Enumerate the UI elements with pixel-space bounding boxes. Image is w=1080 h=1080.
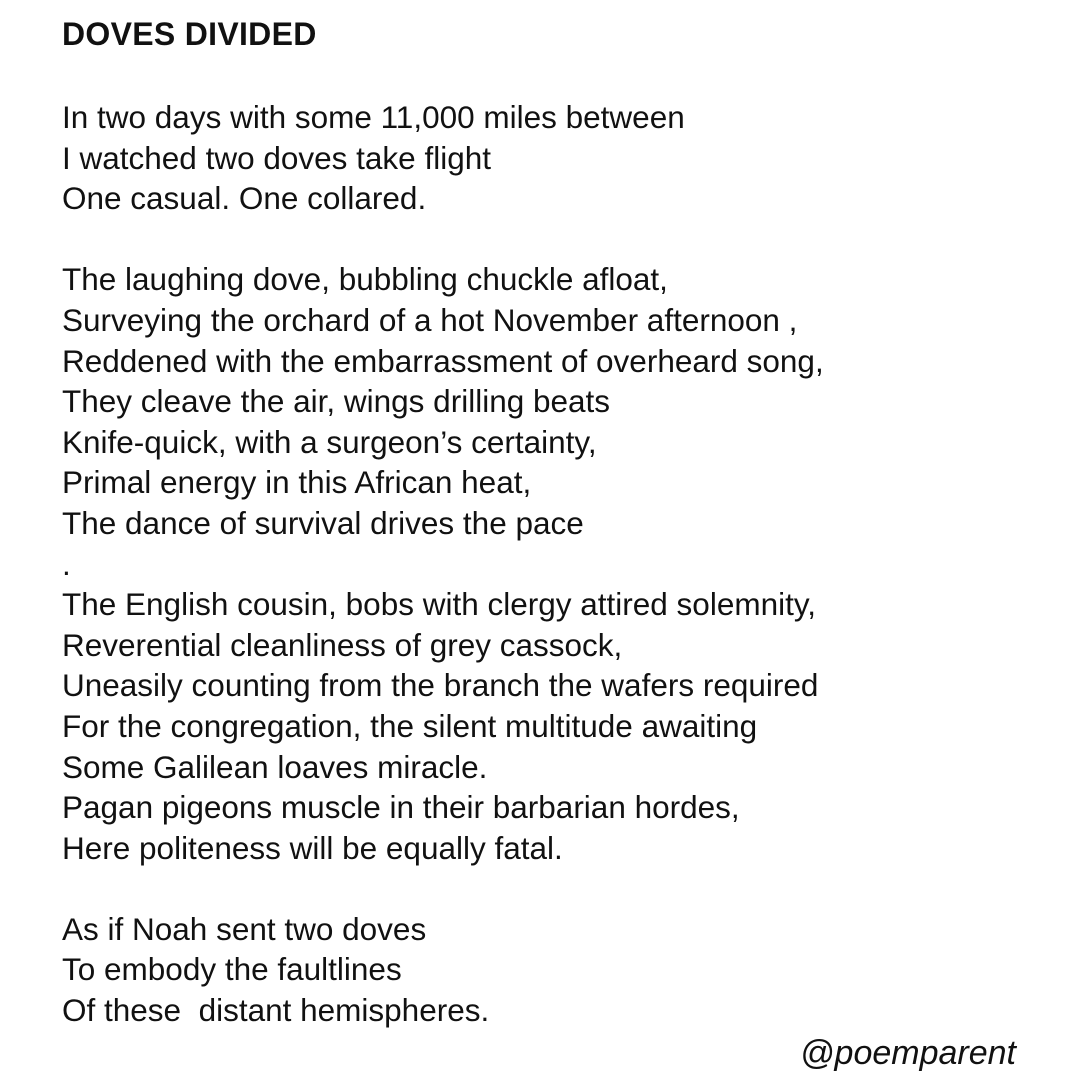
poem-line: I watched two doves take flight	[62, 139, 491, 176]
poem-line: In two days with some 11,000 miles between	[62, 99, 685, 135]
poem-line: The dance of survival drives the pace	[62, 504, 584, 541]
poem-line: The English cousin, bobs with clergy attired solemnity,	[62, 586, 817, 623]
stanza-2	[62, 259, 1052, 868]
poem-line: As if Noah sent two doves	[62, 910, 427, 947]
poem-line: One casual. One collared.	[62, 180, 427, 217]
poem-line: The laughing dove, bubbling chuckle afloat,	[62, 261, 668, 298]
poem-line: Here politeness will be equally fatal.	[62, 829, 563, 866]
poem-line: Primal energy in this African heat,	[62, 464, 532, 501]
poem-line: .	[62, 545, 71, 582]
stanza-1	[62, 97, 1052, 219]
author-handle: @poemparent	[800, 1034, 1016, 1072]
poem-line: Reddened with the embarrassment of overheard song,	[62, 342, 824, 379]
poem-title: DOVES DIVIDED	[62, 16, 317, 52]
poem-line: For the congregation, the silent multitude awaiting	[62, 707, 758, 744]
stanza-3	[62, 909, 1052, 1031]
poem-line: Of these distant hemispheres.	[62, 992, 490, 1029]
poem-line: Reverential cleanliness of grey cassock,	[62, 626, 623, 663]
poem-line: They cleave the air, wings drilling beats	[62, 383, 611, 420]
poem-body	[62, 97, 1052, 1071]
poem-line: Pagan pigeons muscle in their barbarian hordes,	[62, 789, 740, 826]
poem-line: To embody the faultlines	[62, 951, 402, 988]
poem-line: Knife-quick, with a surgeon’s certainty,	[62, 423, 597, 460]
poem-line: Surveying the orchard of a hot November afternoon ,	[62, 301, 798, 338]
poem-line: Uneasily counting from the branch the wafers required	[62, 667, 819, 704]
poem-line: Some Galilean loaves miracle.	[62, 748, 488, 785]
